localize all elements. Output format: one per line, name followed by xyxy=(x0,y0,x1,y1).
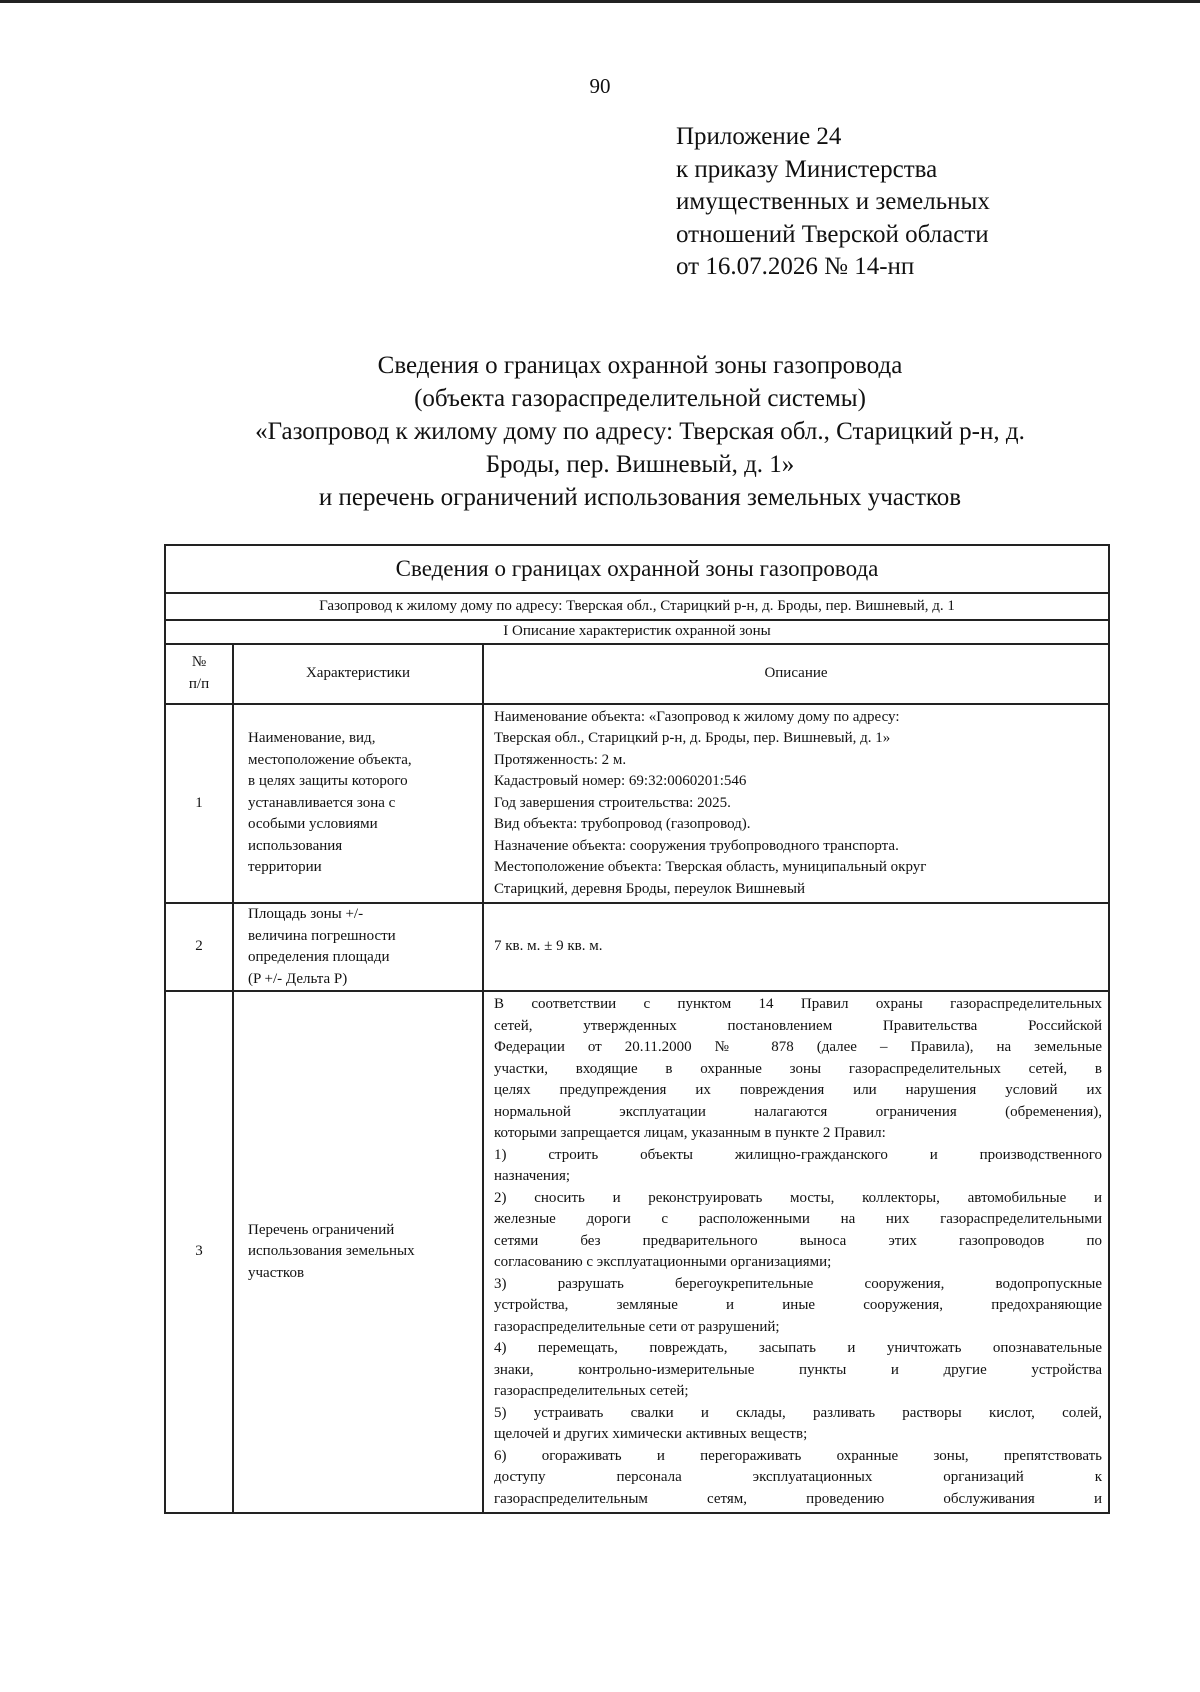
description-line: Назначение объекта: сооружения трубопроводного транспорта. xyxy=(494,837,899,854)
row-characteristic xyxy=(233,704,483,904)
appendix-line: к приказу Министерства xyxy=(676,155,938,183)
description-line: Кадастровый номер: 69:32:0060201:546 xyxy=(494,773,747,789)
characteristic-line: устанавливается зона с xyxy=(248,794,396,811)
description-line: 3) разрушать берегоукрепительные сооружения, водопропускные xyxy=(494,1275,1102,1292)
column-header-characteristics: Характеристики xyxy=(233,644,483,704)
description-line: доступу персонала эксплуатационных организаций к xyxy=(494,1469,1102,1485)
description-line: Протяженность: 2 м. xyxy=(494,751,627,768)
table-row xyxy=(165,903,1109,991)
page-number: 90 xyxy=(589,74,611,98)
appendix-line: от 16.07.2026 № 14-нп xyxy=(676,253,915,280)
description-line: Федерации от 20.11.2000 № 878 (далее – Правила), на земельные xyxy=(494,1039,1102,1055)
table-header: Сведения о границах охранной зоны газопровода xyxy=(165,545,1109,593)
appendix-line: Приложение 24 xyxy=(676,123,842,150)
description-line: нормальной эксплуатации налагаются ограничения (обременения), xyxy=(494,1103,1102,1120)
characteristic-line: местоположение объекта, xyxy=(248,751,412,768)
characteristic-line: величина погрешности xyxy=(248,927,396,944)
characteristic-line: использования xyxy=(248,837,343,854)
description-line: 5) устраивать свалки и склады, разливать растворы кислот, солей, xyxy=(494,1404,1102,1421)
row-number: 1 xyxy=(165,704,233,904)
object-name-row: Газопровод к жилому дому по адресу: Тверская обл., Старицкий р-н, д. Броды, пер. Вишневый, д. 1 xyxy=(165,593,1109,620)
row-number: 2 xyxy=(165,903,233,991)
description-line: газораспределительные сети от разрушений; xyxy=(494,1318,780,1335)
table-row xyxy=(165,991,1109,1513)
description-line: знаки, контрольно-измерительные пункты и другие устройства xyxy=(494,1361,1102,1378)
row-description xyxy=(483,903,1109,991)
description-line: железные дороги с расположенными на них газораспределительными xyxy=(494,1211,1102,1227)
characteristic-line: (P +/- Дельта P) xyxy=(248,970,348,987)
appendix-line: имущественных и земельных xyxy=(676,188,990,215)
description-line: назначения; xyxy=(494,1168,571,1184)
characteristic-line: в целях защиты которого xyxy=(248,773,408,789)
title-line: Сведения о границах охранной зоны газопровода xyxy=(377,352,903,379)
column-header-number-line2: п/п xyxy=(188,675,210,692)
appendix-line: отношений Тверской области xyxy=(676,220,989,248)
row-characteristic xyxy=(233,991,483,1513)
characteristic-line: территории xyxy=(248,859,322,875)
appendix-block xyxy=(676,121,990,284)
description-line: щелочей и других химически активных веществ; xyxy=(494,1426,808,1442)
characteristic-line: определения площади xyxy=(248,949,390,965)
top-scan-border xyxy=(0,0,1200,3)
description-line: Тверская обл., Старицкий р-н, д. Броды, пер. Вишневый, д. 1» xyxy=(494,730,891,746)
description-line: 2) сносить и реконструировать мосты, коллекторы, автомобильные и xyxy=(494,1189,1102,1206)
description-line: 4) перемещать, повреждать, засыпать и уничтожать опознавательные xyxy=(494,1340,1102,1356)
title-line: и перечень ограничений использования земельных участков xyxy=(318,484,962,511)
description-line: Год завершения строительства: 2025. xyxy=(494,794,731,811)
description-line: 6) огораживать и перегораживать охранные зоны, препятствовать xyxy=(494,1447,1102,1464)
description-line: В соответствии с пунктом 14 Правил охраны газораспределительных xyxy=(494,996,1102,1012)
title-line: «Газопровод к жилому дому по адресу: Тверская обл., Старицкий р-н, д. xyxy=(255,418,1025,445)
description-line: сетей, утвержденных постановлением Правительства Российской xyxy=(494,1017,1102,1034)
row-description xyxy=(483,991,1109,1513)
description-line: Наименование объекта: «Газопровод к жилому дому по адресу: xyxy=(494,708,900,725)
characteristic-line: особыми условиями xyxy=(248,816,378,832)
title-line: (объекта газораспределительной системы) xyxy=(414,385,866,412)
description-line: которыми запрещается лицам, указанным в пункте 2 Правил: xyxy=(494,1125,886,1141)
column-header-description: Описание xyxy=(483,644,1109,704)
description-line: устройства, земляные и иные сооружения, предохраняющие xyxy=(494,1297,1102,1313)
zone-info-table xyxy=(164,544,1110,1514)
description-line: 7 кв. м. ± 9 кв. м. xyxy=(494,938,603,955)
characteristic-line: Площадь зоны +/- xyxy=(248,906,364,922)
row-number: 3 xyxy=(165,991,233,1513)
description-line: 1) строить объекты жилищно-гражданского и производственного xyxy=(494,1146,1102,1163)
section-title-row: I Описание характеристик охранной зоны xyxy=(165,620,1109,644)
title-line: Броды, пер. Вишневый, д. 1» xyxy=(485,451,795,478)
description-line: Местоположение объекта: Тверская область, муниципальный округ xyxy=(494,859,927,875)
column-header-number xyxy=(165,644,233,704)
description-line: участки, входящие в охранные зоны газораспределительных сетей, в xyxy=(494,1060,1102,1077)
column-header-number-line1: № xyxy=(191,654,207,670)
characteristic-line: участков xyxy=(248,1264,305,1281)
document-title xyxy=(160,349,1120,514)
row-description xyxy=(483,704,1109,904)
characteristic-line: использования земельных xyxy=(248,1243,415,1260)
description-line: газораспределительным сетям, проведению обслуживания и xyxy=(494,1490,1102,1507)
characteristic-line: Наименование, вид, xyxy=(248,730,376,746)
description-line: газораспределительных сетей; xyxy=(494,1383,689,1399)
table-row xyxy=(165,704,1109,904)
description-line: сетями без предварительного выноса этих газопроводов по xyxy=(494,1232,1102,1249)
row-characteristic xyxy=(233,903,483,991)
description-line: целях предупреждения их повреждения или нарушения условий их xyxy=(494,1082,1102,1098)
description-line: Старицкий, деревня Броды, переулок Вишневый xyxy=(494,880,805,897)
description-line: согласованию с эксплуатационными организациями; xyxy=(494,1254,832,1270)
description-line: Вид объекта: трубопровод (газопровод). xyxy=(494,816,751,832)
characteristic-line: Перечень ограничений xyxy=(248,1221,395,1238)
